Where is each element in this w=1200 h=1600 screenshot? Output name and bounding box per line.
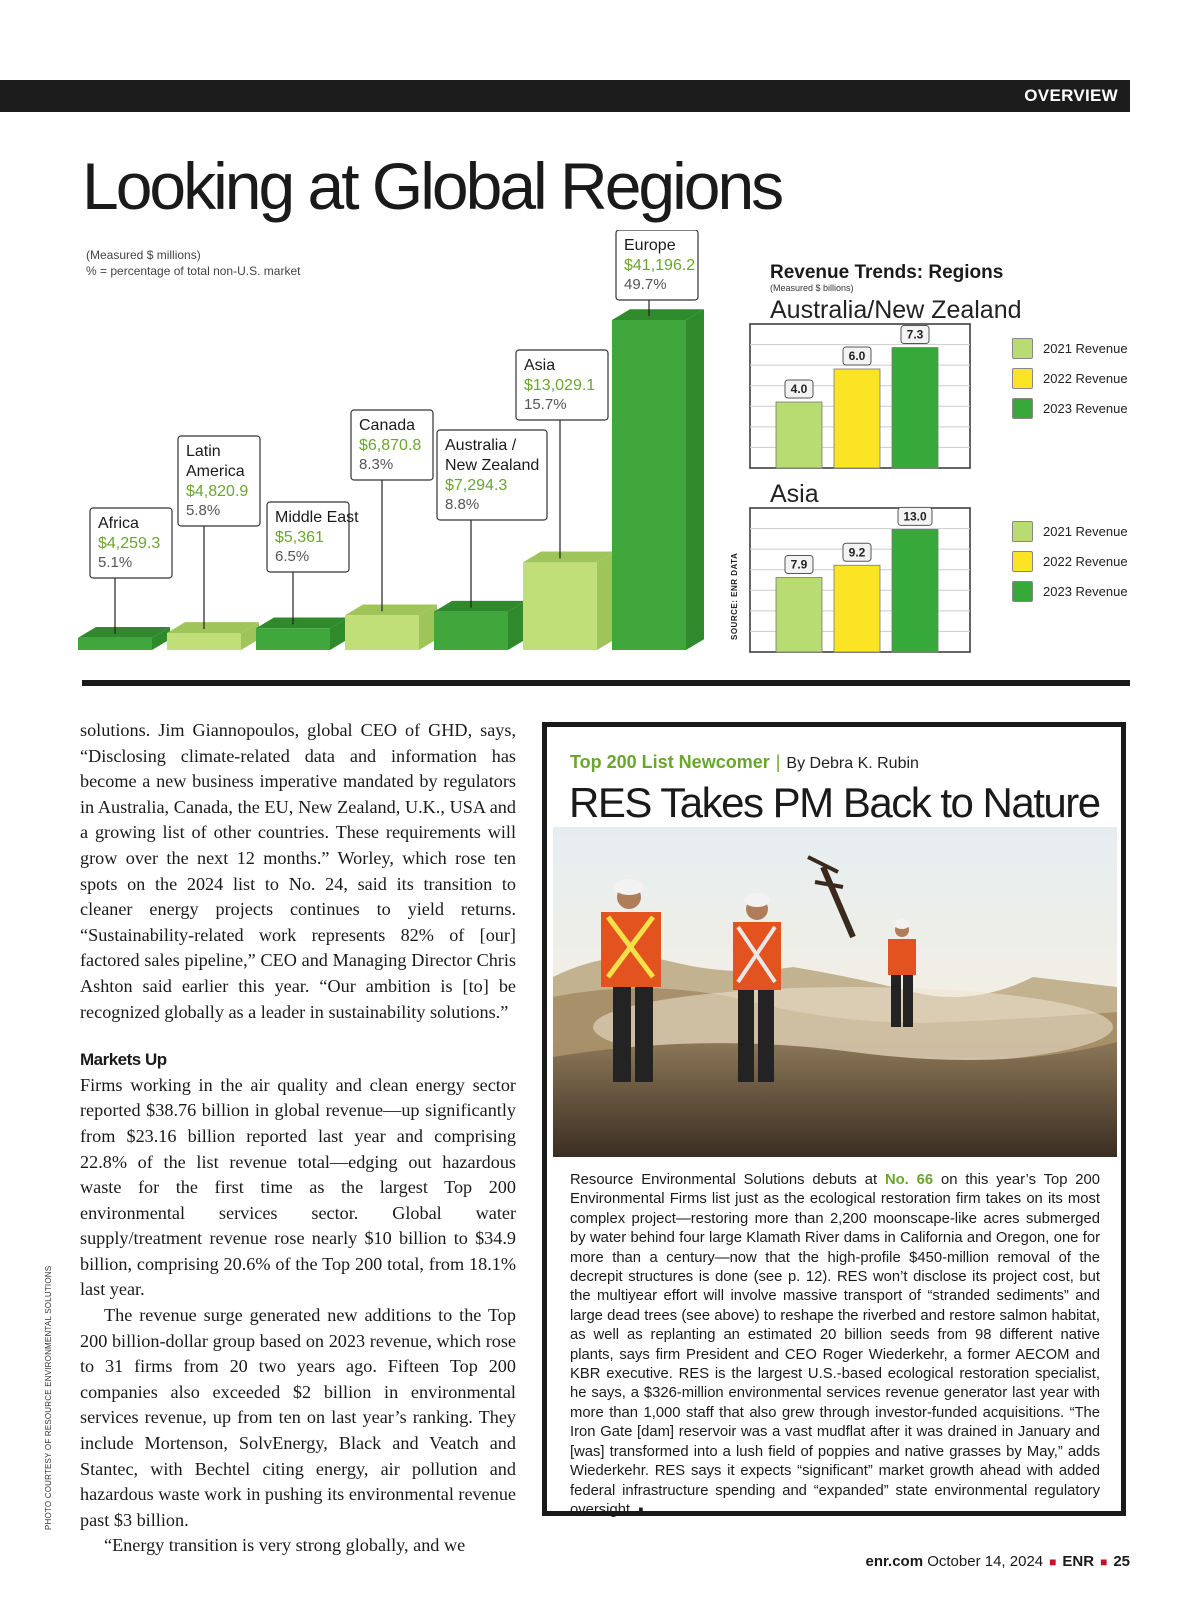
region-label: Australia / bbox=[445, 437, 517, 454]
region-percent: 5.8% bbox=[186, 502, 221, 519]
bar-5 bbox=[523, 552, 615, 650]
chart-source: SOURCE: ENR DATA bbox=[730, 552, 739, 640]
region-label: Asia bbox=[524, 357, 556, 374]
region-value: $4,820.9 bbox=[186, 483, 249, 500]
chart-note bbox=[86, 247, 300, 279]
region-value: $41,196.2 bbox=[624, 257, 696, 274]
legend-swatch-2022 bbox=[1012, 368, 1033, 389]
byline: By Debra K. Rubin bbox=[786, 755, 919, 772]
region-percent: 49.7% bbox=[624, 276, 667, 293]
legend-item bbox=[1012, 363, 1128, 393]
legend-swatch-2023 bbox=[1012, 398, 1033, 419]
region-value: $4,259.3 bbox=[98, 535, 161, 552]
region-value: $7,294.3 bbox=[445, 477, 508, 494]
legend-label: 2021 Revenue bbox=[1043, 340, 1128, 356]
footer-page-number: 25 bbox=[1113, 1553, 1130, 1570]
article-paragraph: solutions. Jim Giannopoulos, global CEO of GHD, says, “Disclosing climate-related data and information has become a new business imperative mandated by regulators in Australia, Canada, the EU, New Zealand, U.K., USA and a growing list of other countries. These requirements will grow over the next 12 months.” Worley, which rose ten spots on the 2024 list to No. 24, said its transition to cleaner energy projects continues to yield returns. “Sustainability-related work represents 82% of [our] factored sales pipeline,” CEO and Managing Director Chris Ashton said earlier this year. “Our ambition is [to] be recognized globally as a leader in sustainability solutions.” bbox=[80, 720, 516, 1022]
page-title: Looking at Global Regions bbox=[82, 149, 782, 223]
kicker-separator: | bbox=[775, 752, 781, 772]
footer-date: October 14, 2024 bbox=[927, 1553, 1044, 1570]
legend-asia bbox=[1012, 516, 1128, 606]
value-label: 13.0 bbox=[903, 509, 927, 524]
sidebar-text-body: on this year’s Top 200 Environmental Firms list just as the ecological restoration firm takes on its most complex project—restoring more than 2,200 moonscape-like acres submerged by water behind four large Klamath River dams in California and Oregon, one for more than a century—now that the high-profile $450-million removal of the decrepit structures is done (see p. 12). RES won’t disclose its project cost, but the multiyear effort will involve massive transport of “stranded sediments” and large dead trees (see above) to reshape the riverbed and restore salmon habitat, as well as replanting an estimated 20 billion seeds from 98 different native plants, says firm President and CEO Roger Wiederkehr, a former AECOM and KBR executive. RES is the largest U.S.-based ecological restoration specialist, he says, a $326-million environmental services revenue generator last year with more than 1,000 staff that also grew through investor-funded acquisitions. “The Iron Gate [dam] reservoir was a vast mudflat after it was drained in January and [was] transformed into a lush field of poppies and native grasses by May,” adds Wiederkehr. RES says it expects “significant” market growth ahead with added federal infrastructure spending and “expanded” state environmental regulatory oversight. ▪ bbox=[570, 1172, 1101, 1518]
article-paragraph: The revenue surge generated new additions to the Top 200 billion-dollar group based on 2023 revenue, which rose to 31 firms from 20 two years ago. Fifteen Top 200 companies also exceeded $2 billion in environmental services revenue, up from ten on last year’s ranking. They include Mortenson, SolvEnergy, Black and Veatch and Stantec, with Bechtel citing energy, air pollution and hazardous waste work in pushing its environmental revenue past $3 billion. bbox=[80, 1305, 516, 1530]
region-title-asia: Asia bbox=[770, 480, 819, 508]
region-label: Middle East bbox=[275, 509, 359, 526]
legend-label: 2023 Revenue bbox=[1043, 583, 1128, 599]
footer-brand: ENR bbox=[1062, 1553, 1095, 1570]
footer-site: enr.com bbox=[865, 1553, 924, 1570]
chart-note-percent: % = percentage of total non-U.S. market bbox=[86, 264, 301, 278]
asia-trend-chart bbox=[748, 506, 974, 656]
bar-6 bbox=[612, 309, 704, 650]
section-bar bbox=[0, 80, 1130, 112]
trends-subtitle: (Measured $ billions) bbox=[770, 283, 854, 293]
kicker-label: Top 200 List Newcomer bbox=[570, 752, 770, 772]
region-label: New Zealand bbox=[445, 457, 540, 474]
legend-item bbox=[1012, 516, 1128, 546]
region-label: Canada bbox=[359, 417, 416, 434]
region-percent: 6.5% bbox=[275, 548, 310, 565]
legend-item bbox=[1012, 546, 1128, 576]
photo-credit: PHOTO COURTESY OF RESOURCE ENVIRONMENTAL SOLUTIONS bbox=[44, 1265, 53, 1530]
region-label: America bbox=[186, 463, 245, 480]
region-percent: 8.8% bbox=[445, 496, 480, 513]
legend-swatch-2021 bbox=[1012, 338, 1033, 359]
footer-square-icon: ■ bbox=[1049, 1555, 1057, 1569]
legend-anz bbox=[1012, 333, 1128, 423]
sidebar-kicker bbox=[570, 752, 919, 773]
sidebar-text-intro: Resource Environmental Solutions debuts at bbox=[570, 1172, 885, 1188]
region-value: $13,029.1 bbox=[524, 377, 596, 394]
rank-highlight: No. 66 bbox=[884, 1172, 934, 1188]
sidebar-body bbox=[570, 1171, 1100, 1520]
workers-photo bbox=[553, 827, 1117, 1157]
trend-bar-0 bbox=[776, 578, 822, 652]
value-label: 4.0 bbox=[790, 382, 808, 396]
legend-label: 2022 Revenue bbox=[1043, 553, 1128, 569]
article-paragraph: “Energy transition is very strong globally, and we bbox=[104, 1535, 466, 1556]
section-label: OVERVIEW bbox=[1024, 86, 1118, 105]
article-subhead: Markets Up bbox=[80, 1050, 167, 1070]
regions-bar-chart bbox=[70, 230, 720, 670]
legend-label: 2022 Revenue bbox=[1043, 370, 1128, 386]
legend-swatch-2023 bbox=[1012, 581, 1033, 602]
chart-note-units: (Measured $ millions) bbox=[86, 248, 201, 262]
region-value: $6,870.8 bbox=[359, 437, 422, 454]
trend-bar-0 bbox=[776, 402, 822, 468]
value-label: 9.2 bbox=[848, 545, 866, 560]
value-label: 7.3 bbox=[906, 327, 924, 342]
bar-4 bbox=[434, 601, 526, 650]
page-footer bbox=[866, 1553, 1130, 1570]
sidebar-title: RES Takes PM Back to Nature bbox=[569, 779, 1100, 826]
legend-item bbox=[1012, 393, 1128, 423]
region-value: $5,361 bbox=[275, 529, 324, 546]
value-label: 6.0 bbox=[848, 349, 866, 363]
trend-bar-1 bbox=[834, 565, 880, 652]
legend-swatch-2021 bbox=[1012, 521, 1033, 542]
legend-item bbox=[1012, 333, 1128, 363]
section-divider bbox=[82, 680, 1130, 686]
trend-bar-2 bbox=[892, 529, 938, 652]
trend-bar-2 bbox=[892, 348, 938, 468]
bar-2 bbox=[256, 617, 348, 650]
legend-label: 2023 Revenue bbox=[1043, 400, 1128, 416]
article-paragraph: Firms working in the air quality and clean energy sector reported $38.76 billion in global revenue—up significantly from $23.16 billion reported last year and comprising 22.8% of the list revenue total—edging out hazardous waste for the first time as the largest Top 200 environmental services sector. Global water supply/treatment revenue rose nearly $10 billion to $34.9 billion, comprising 20.6% of the Top 200 total, from 18.1% last year. bbox=[80, 1074, 516, 1300]
legend-label: 2021 Revenue bbox=[1043, 523, 1128, 539]
legend-swatch-2022 bbox=[1012, 551, 1033, 572]
bar-1 bbox=[167, 622, 259, 650]
trends-title: Revenue Trends: Regions bbox=[770, 262, 1004, 283]
article-column bbox=[80, 718, 516, 1559]
trend-bar-1 bbox=[834, 369, 880, 468]
footer-square-icon: ■ bbox=[1100, 1555, 1108, 1569]
region-label: Latin bbox=[186, 443, 221, 460]
region-label: Europe bbox=[624, 237, 676, 254]
legend-item bbox=[1012, 576, 1128, 606]
region-percent: 8.3% bbox=[359, 456, 394, 473]
region-label: Africa bbox=[98, 515, 139, 532]
sidebar-box bbox=[542, 722, 1126, 1516]
bar-3 bbox=[345, 605, 437, 650]
anz-trend-chart bbox=[748, 322, 974, 472]
region-percent: 5.1% bbox=[98, 554, 133, 571]
value-label: 7.9 bbox=[790, 557, 808, 572]
region-percent: 15.7% bbox=[524, 396, 567, 413]
region-title-anz: Australia/New Zealand bbox=[770, 296, 1022, 324]
bar-0 bbox=[78, 627, 170, 650]
